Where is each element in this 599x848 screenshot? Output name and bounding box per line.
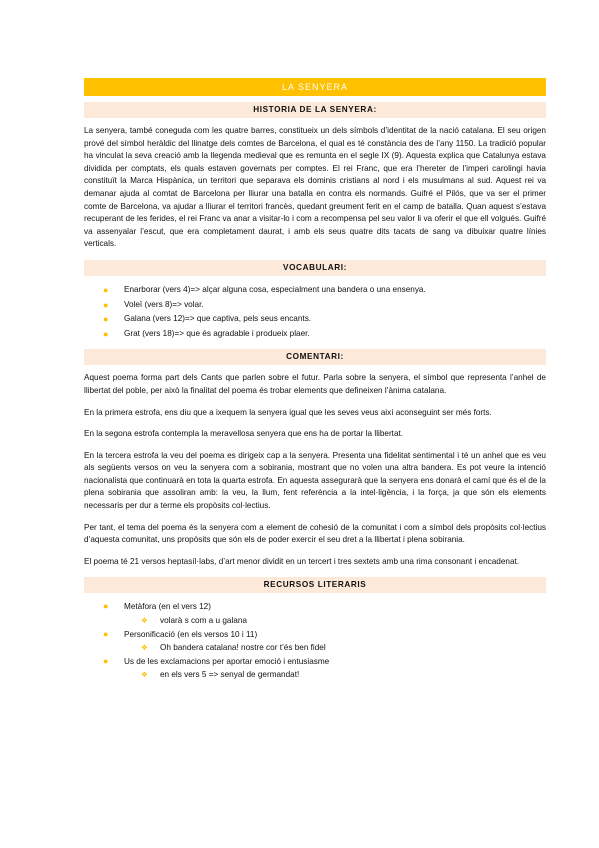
bullet-icon: ●: [103, 628, 109, 639]
document-page: [84, 78, 546, 682]
bullet-icon: ●: [103, 655, 109, 666]
comment-paragraph: Aquest poema forma part dels Cants que parlen sobre el futur. Parla sobre la senyera, el símbol que representa l’anhel de llibertat del poble, per això la finalitat del poema és trobar elements que defineixen l’ànima catalana.: [84, 373, 546, 395]
comment-heading: COMENTARI:: [84, 349, 546, 365]
diamond-bullet-icon: ❖: [141, 670, 148, 680]
list-item: ● Enarborar (vers 4)=> alçar alguna cosa, especialment una bandera o una ensenya.: [84, 283, 546, 298]
comment-paragraph: En la tercera estrofa la veu del poema es dirigeix cap a la senyera. Presenta una fidelitat sentimental i té un anhel que es veu als següents versos on veu la senyera com a sobirania, mostrant que no volen una altra bandera. Es pot veure la intenció nacionalista que continuarà en tota la quarta estrofa. En aquesta assegurarà que la senyera ens donarà el camí que és el de la plena sobirania que assoliran amb: la veu, la llum, fent referència a la intel·ligència, i la força, ja que són els elements necessaris per dur a terme els propòsits col·lectius.: [84, 450, 546, 511]
bullet-icon: ●: [103, 328, 109, 339]
list-item: ● Metàfora (en el vers 12): [84, 600, 546, 614]
sub-list-item: ❖ volarà s com a u galana: [84, 614, 546, 628]
history-paragraph: La senyera, també coneguda com les quatre barres, constitueix un dels símbols d’identitat de la nació catalana. El seu origen prové del símbol heràldic del llinatge dels comtes de Barcelona, el qual es té constància des de l’any 1150. La tradició popular ha vinculat la seva creació amb la llegenda medieval que es remunta en el segle IX (9). Aquesta explica que Catalunya estava dividida per comptats, els quals estaven governats per comptes. El rei Franc, que era l’hereter de l’imperi carolingi havia constituït la Marca Hispànica, un territori que separava els dominis cristians al nord i els musulmans al sud. Aquest rei va demanar ajuda al comtat de Barcelona per lliurar una batalla en contra els normands. Guifré el Pilós, que va ser el primer comte de Barcelona, va ajudar a lliurar el territori francès, quedant greument ferit en el camp de batalla. Quan aquest s’estava recuperant de les ferides, el rei Franc va anar a visitar-lo i com a recompensa pel seu valor li va oferir el que ell volgués. Guifré va assenyalar l’escut, que era completament daurat, i amb els seus quatre dits tacats de sang va dibuixar quatre línies verticals.: [84, 126, 546, 249]
bullet-icon: ●: [103, 601, 109, 612]
resources-heading: RECURSOS LITERARIS: [84, 577, 546, 593]
list-item: ● Us de les exclamacions per aportar emoció i entusiasme: [84, 655, 546, 669]
vocab-heading: VOCABULARI:: [84, 260, 546, 276]
vocab-list: [84, 283, 546, 341]
comment-paragraph: El poema té 21 versos heptasíl·labs, d’art menor dividit en un tercert i tres sextets amb una rima consonant i encadenat.: [84, 556, 520, 566]
bullet-icon: ●: [103, 314, 109, 325]
comment-paragraph: En la primera estrofa, ens diu que a ixequem la senyera igual que les seves veus així aconseguint ser més forts.: [84, 407, 492, 417]
comment-paragraph: En la segona estrofa contempla la meravellosa senyera que ens ha de portar la llibertat.: [84, 429, 404, 439]
list-item: ● Grat (vers 18)=> que és agradable i produeix plaer.: [84, 327, 546, 342]
diamond-bullet-icon: ❖: [141, 616, 148, 626]
comment-paragraph: Per tant, el tema del poema és la senyera com a element de cohesió de la comunitat i com a símbol dels propòsits col·lectius d’aquesta comunitat, uns propòsits que són els de poder exercir el seu dret a la llibertat i plena sobirania.: [84, 522, 546, 545]
sub-list-item: ❖ en els vers 5 => senyal de germandat!: [84, 668, 546, 682]
diamond-bullet-icon: ❖: [141, 643, 148, 653]
bullet-icon: ●: [103, 299, 109, 310]
bullet-icon: ●: [103, 284, 109, 295]
history-heading: HISTORIA DE LA SENYERA:: [84, 102, 546, 118]
list-item: ● Personificació (en els versos 10 i 11): [84, 628, 546, 642]
list-item: ● Galana (vers 12)=> que captiva, pels seus encants.: [84, 312, 546, 327]
resources-list: [84, 600, 546, 682]
list-item: ● Voleï (vers 8)=> volar.: [84, 298, 546, 313]
document-title: LA SENYERA: [84, 78, 546, 96]
sub-list-item: ❖ Oh bandera catalana! nostre cor t’és ben fidel: [84, 641, 546, 655]
